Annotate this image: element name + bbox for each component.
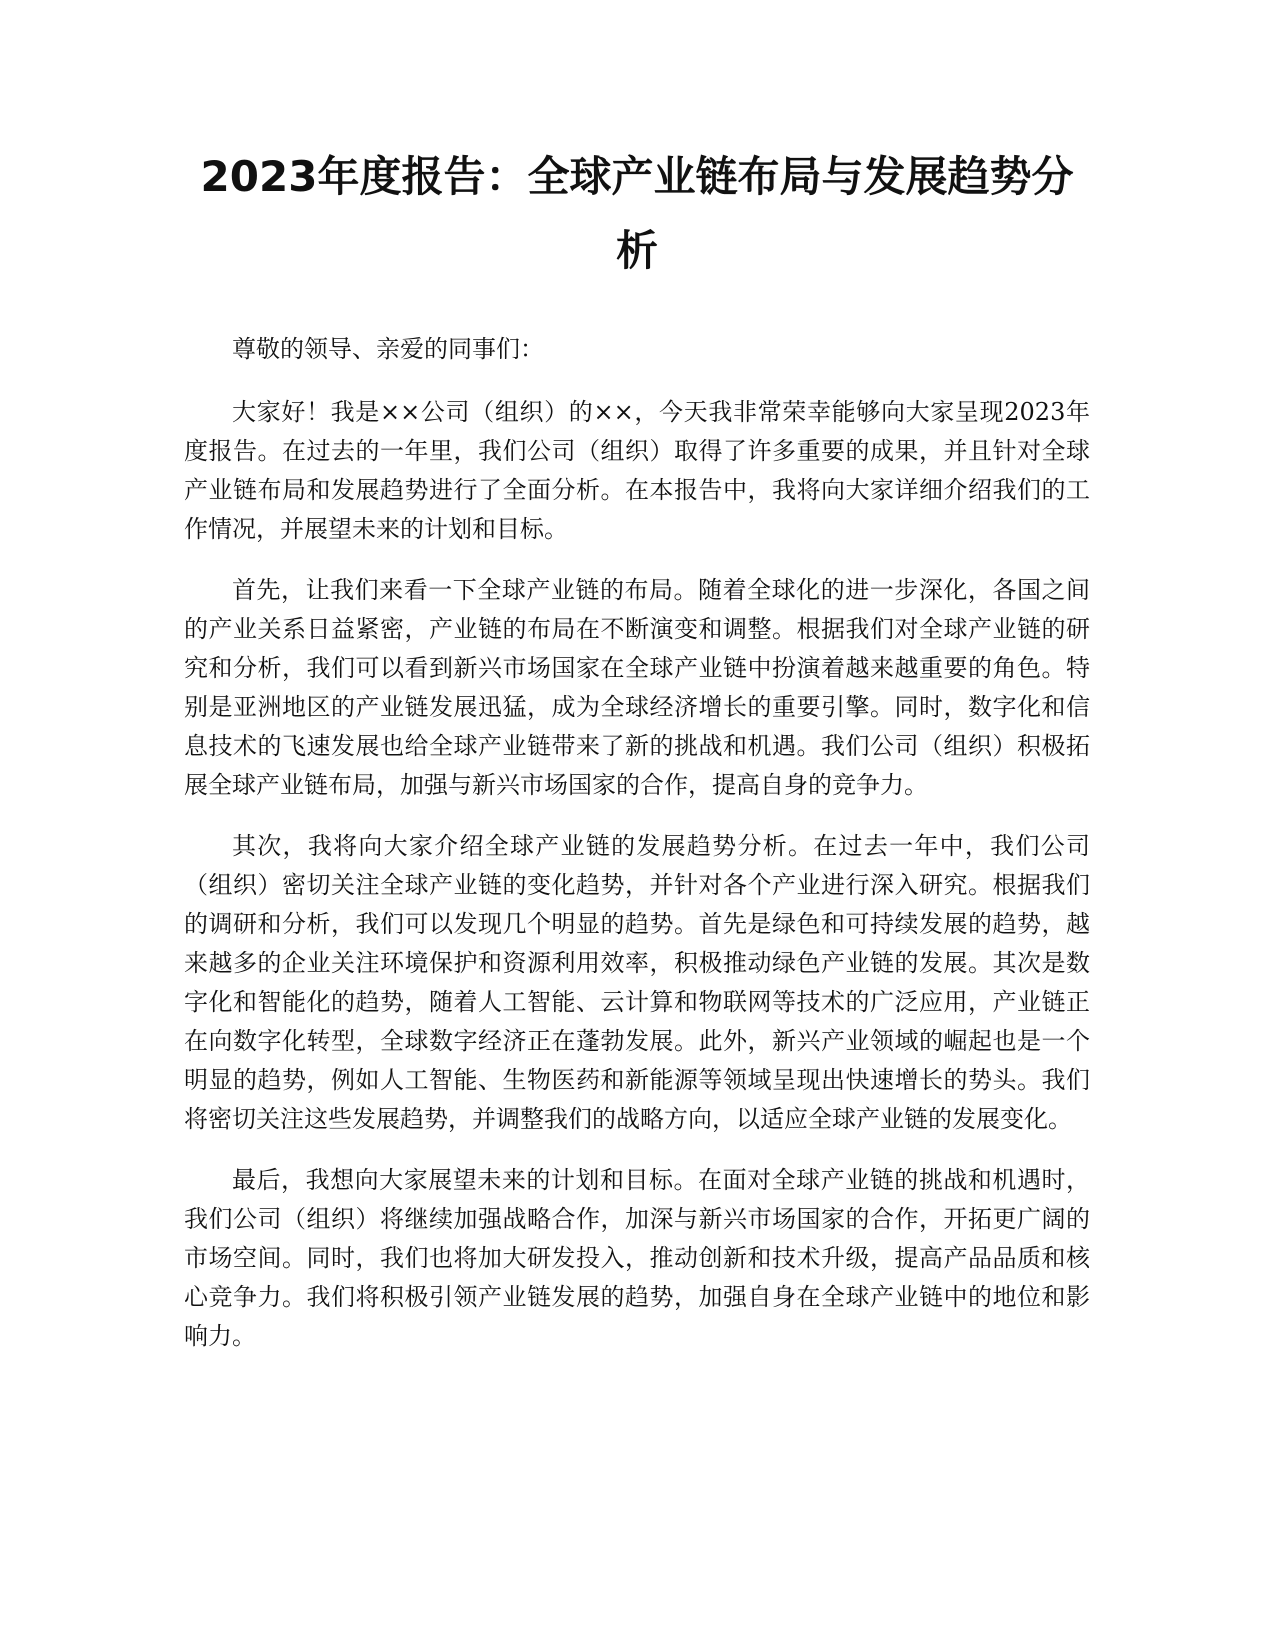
greeting-paragraph: 尊敬的领导、亲爱的同事们： bbox=[232, 335, 544, 363]
body-paragraph-3: 其次，我将向大家介绍全球产业链的发展趋势分析。在过去一年中，我们公司（组织）密切关注全球产业链的变化趋势，并针对各个产业进行深入研究。根据我们的调研和分析，我们可以发现几个明显的趋势。首先是绿色和可持续发展的趋势，越来越多的企业关注环境保护和资源利用效率，积极推动绿色产业链的发展。其次是数字化和智能化的趋势，随着人工智能、云计算和物联网等技术的广泛应用，产业链正在向数字化转型，全球数字经济正在蓬勃发展。此外，新兴产业领域的崛起也是一个明显的趋势，例如人工智能、生物医药和新能源等领域呈现出快速增长的势头。我们将密切关注这些发展趋势，并调整我们的战略方向，以适应全球产业链的发展变化。 bbox=[184, 832, 1090, 1133]
document-page bbox=[184, 140, 1090, 1378]
body-paragraph-1: 大家好！我是××公司（组织）的××，今天我非常荣幸能够向大家呈现2023年度报告。在过去的一年里，我们公司（组织）取得了许多重要的成果，并且针对全球产业链布局和发展趋势进行了全面分析。在本报告中，我将向大家详细介绍我们的工作情况，并展望未来的计划和目标。 bbox=[184, 398, 1090, 543]
body-paragraph-2: 首先，让我们来看一下全球产业链的布局。随着全球化的进一步深化，各国之间的产业关系日益紧密，产业链的布局在不断演变和调整。根据我们对全球产业链的研究和分析，我们可以看到新兴市场国家在全球产业链中扮演着越来越重要的角色。特别是亚洲地区的产业链发展迅猛，成为全球经济增长的重要引擎。同时，数字化和信息技术的飞速发展也给全球产业链带来了新的挑战和机遇。我们公司（组织）积极拓展全球产业链布局，加强与新兴市场国家的合作，提高自身的竞争力。 bbox=[184, 576, 1090, 799]
body-paragraph-4: 最后，我想向大家展望未来的计划和目标。在面对全球产业链的挑战和机遇时，我们公司（组织）将继续加强战略合作，加深与新兴市场国家的合作，开拓更广阔的市场空间。同时，我们也将加大研发投入，推动创新和技术升级，提高产品品质和核心竞争力。我们将积极引领产业链发展的趋势，加强自身在全球产业链中的地位和影响力。 bbox=[184, 1166, 1090, 1350]
document-title: 2023年度报告：全球产业链布局与发展趋势分析 bbox=[200, 152, 1074, 275]
